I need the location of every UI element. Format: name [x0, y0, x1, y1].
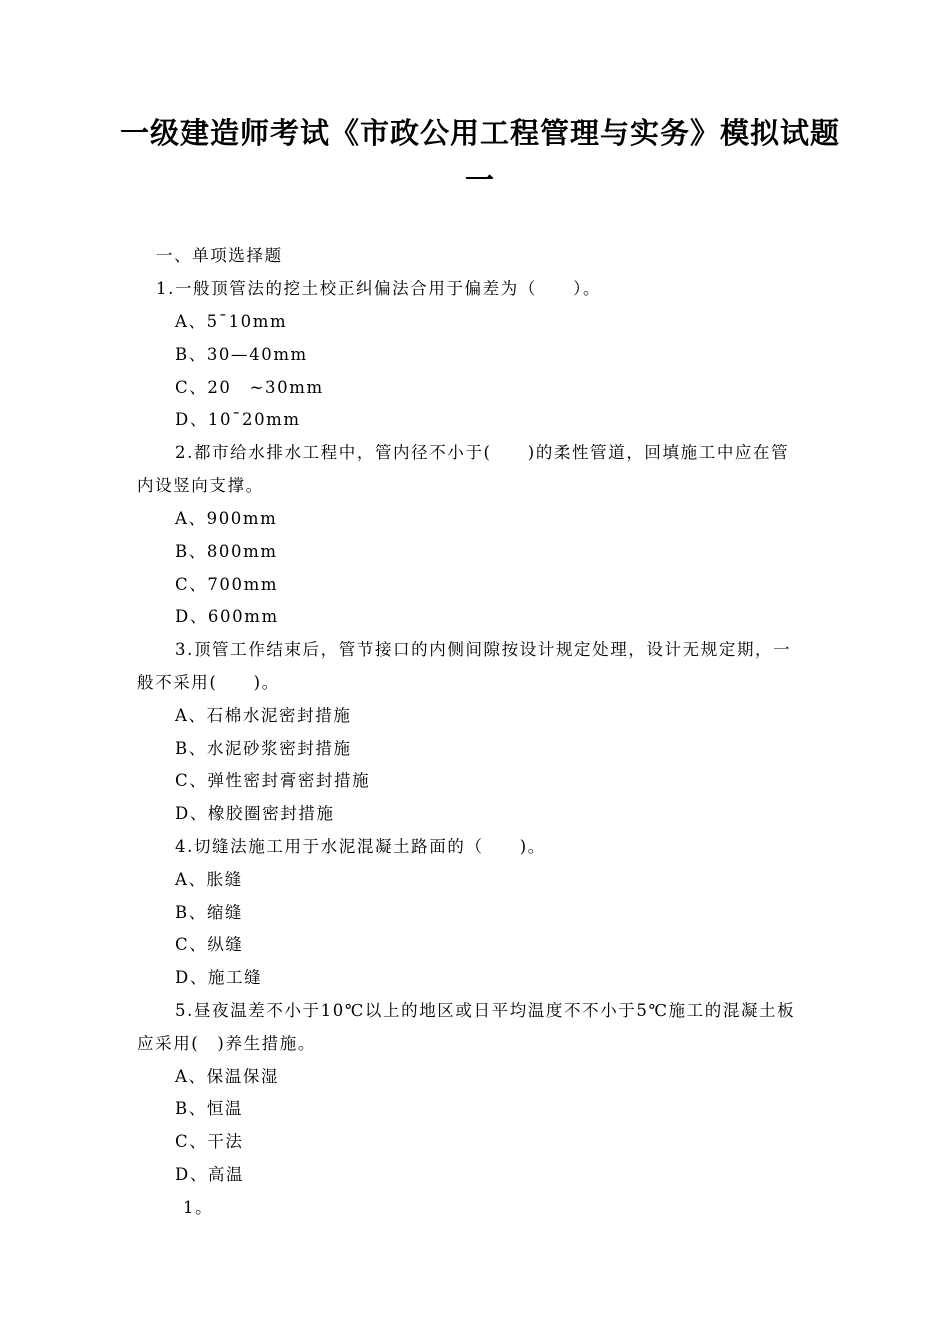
question-4-option-a: A、胀缝: [175, 870, 243, 889]
question-2: 2.都市给水排水工程中，管内径不小于( )的柔性管道，回填施工中应在管: [175, 443, 790, 462]
question-5-option-d: D、高温: [175, 1165, 245, 1184]
question-4-option-b: B、缩缝: [175, 903, 244, 922]
page-number: 1。: [183, 1198, 214, 1217]
question-2-continuation: 内设竖向支撑。: [137, 476, 264, 495]
section-heading: 一、单项选择题: [156, 246, 283, 265]
question-1-option-c: C、20 ~30mm: [175, 378, 324, 397]
question-2-option-b: B、800mm: [175, 542, 278, 561]
question-3-option-d: D、橡胶圈密封措施: [175, 804, 335, 823]
question-2-option-d: D、600mm: [175, 607, 279, 626]
question-1-option-d: D、10¯20mm: [175, 410, 301, 429]
document-title-continuation: 一: [464, 163, 495, 197]
question-5-option-c: C、干法: [175, 1132, 244, 1151]
question-5-option-a: A、保温保湿: [175, 1067, 280, 1086]
question-3-option-c: C、弹性密封膏密封措施: [175, 771, 371, 790]
question-5: 5.昼夜温差不小于10℃以上的地区或日平均温度不不小于5℃施工的混凝土板: [175, 1001, 796, 1020]
question-4-option-d: D、施工缝: [175, 968, 263, 987]
question-4-option-c: C、纵缝: [175, 935, 244, 954]
question-2-option-c: C、700mm: [175, 575, 279, 594]
question-3-option-a: A、石棉水泥密封措施: [175, 706, 352, 725]
question-5-continuation: 应采用( )养生措施。: [137, 1034, 316, 1053]
document-title: 一级建造师考试《市政公用工程管理与实务》模拟试题: [120, 116, 841, 150]
question-1-option-a: A、5¯10mm: [175, 312, 288, 331]
question-2-option-a: A、900mm: [175, 509, 278, 528]
question-4: 4.切缝法施工用于水泥混凝土路面的（ )。: [175, 837, 546, 856]
question-3-continuation: 般不采用( )。: [137, 673, 280, 692]
question-3-option-b: B、水泥砂浆密封措施: [175, 739, 352, 758]
question-3: 3.顶管工作结束后，管节接口的内侧间隙按设计规定处理，设计无规定期，一: [175, 640, 792, 659]
question-1: 1.一般顶管法的挖土校正纠偏法合用于偏差为（ ）。: [156, 279, 602, 298]
question-5-option-b: B、恒温: [175, 1099, 244, 1118]
question-1-option-b: B、30—40mm: [175, 345, 308, 364]
